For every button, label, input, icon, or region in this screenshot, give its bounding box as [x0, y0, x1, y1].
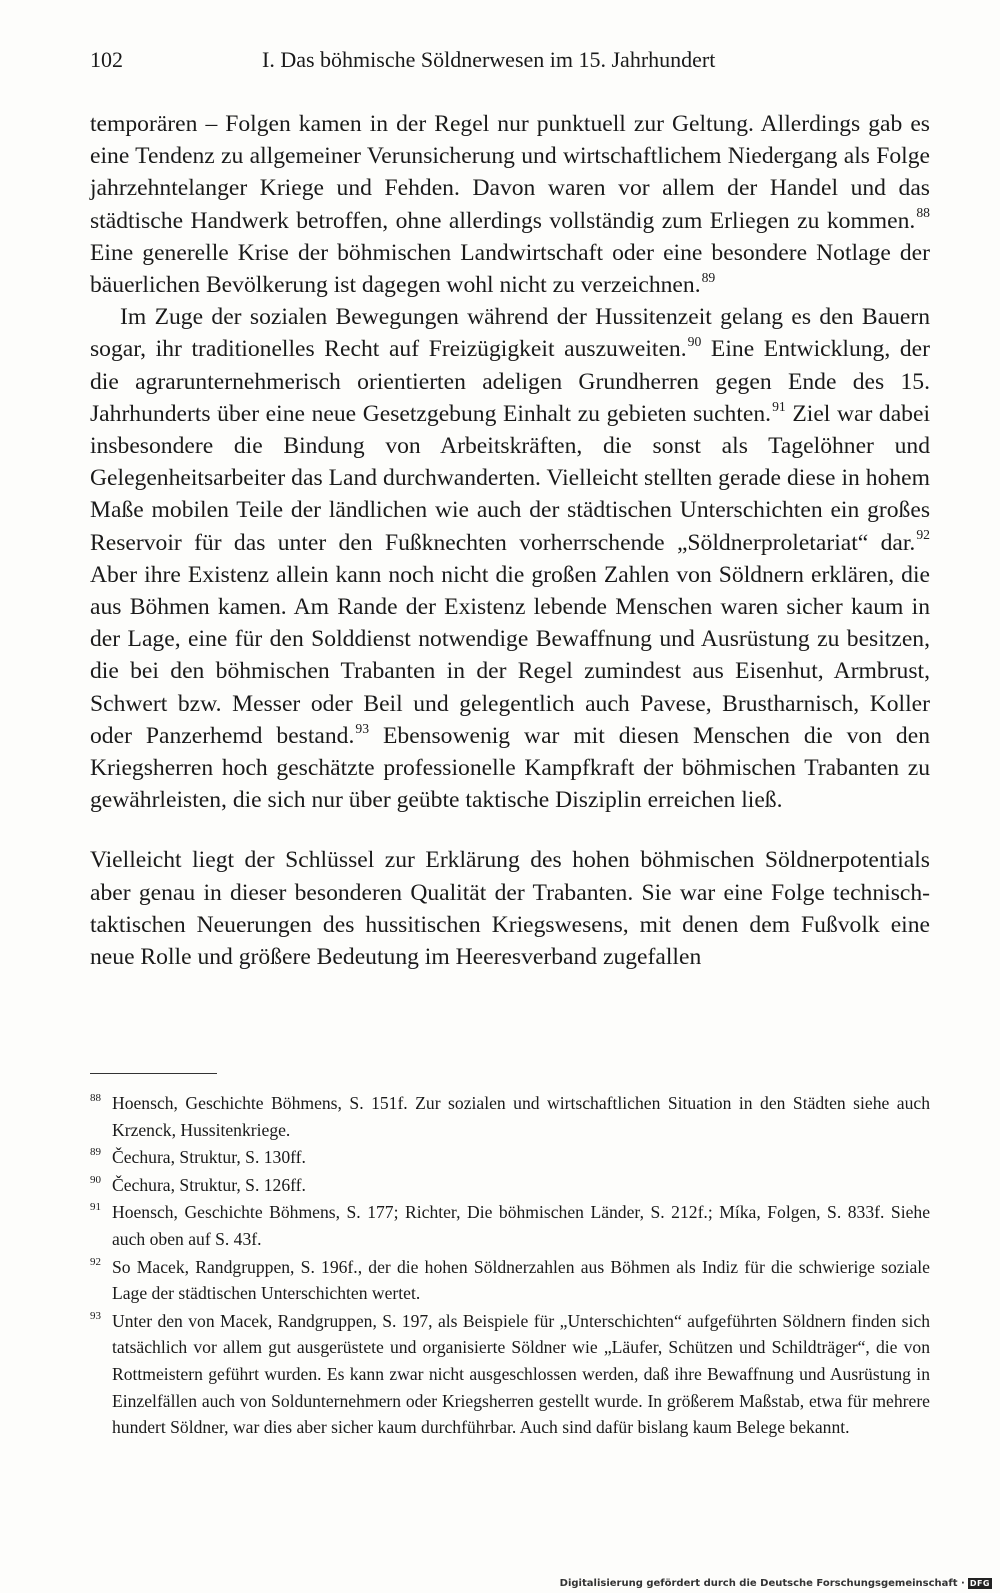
footnote-number: 92	[90, 1255, 101, 1268]
digitization-note: Digitalisierung gefördert durch die Deutsche Forschungsgemeinschaft ·	[559, 1578, 965, 1589]
footnote-text: Hoensch, Geschichte Böhmens, S. 177; Richter, Die böhmischen Länder, S. 212f.; Míka, Folgen, S. 833f. Siehe auch oben auf S. 43f.	[112, 1202, 930, 1249]
footnote-88	[90, 1090, 930, 1143]
footnote-text: Čechura, Struktur, S. 126ff.	[112, 1174, 306, 1195]
footnote-text: So Macek, Randgruppen, S. 196f., der die hohen Söldnerzahlen aus Böhmen als Indiz für die schwierige soziale Lage der städtischen Unterschichten wertet.	[112, 1256, 930, 1304]
page-number: 102	[90, 47, 123, 72]
dfg-logo: DFG	[969, 1579, 990, 1588]
footnote-number: 93	[90, 1309, 101, 1322]
paragraph-3: Vielleicht liegt der Schlüssel zur Erklärung des hohen böhmischen Söldnerpotentials aber genau in dieser besonderen Qualität der Trabanten. Sie war eine Folge technisch-taktischen Neuerungen des hussitischen Kriegswesens, mit denen dem Fußvolk eine neue Rolle und größere Bedeutung im Heeresverband zugefallen	[90, 847, 930, 971]
text-run: Eine generelle Krise der böhmischen Landwirtschaft oder eine besondere Notlage der bäuerlichen Bevölkerung ist dagegen wohl nicht zu verzeichnen.	[90, 239, 930, 299]
footnote-ref-93[interactable]: 93	[355, 720, 370, 736]
footnote-ref-92[interactable]: 92	[916, 527, 930, 543]
digitization-credit	[560, 1578, 992, 1589]
running-head: I. Das böhmische Söldnerwesen im 15. Jahrhundert	[262, 47, 716, 72]
footnote-ref-90[interactable]: 90	[687, 334, 702, 350]
footnote-text: Čechura, Struktur, S. 130ff.	[112, 1147, 306, 1168]
text-run: Eine Entwicklung, der die agrarunternehmerisch orientierten adeligen Grundherren gegen Ende des 15. Jahrhunderts über eine neue Gesetzgebung Einhalt zu gebieten suchten.	[90, 336, 931, 427]
text-run: Im Zuge der sozialen Bewegungen während der Hussitenzeit gelang es den Bauern sogar, ihr traditionelles Recht auf Freizügigkeit auszuweiten.	[90, 304, 930, 363]
paragraph-1	[90, 108, 930, 301]
text-run: temporären – Folgen kamen in der Regel nur punktuell zur Geltung. Allerdings gab es eine Tendenz zu allgemeiner Verunsicherung und wirtschaftlichem Niedergang als Folge jahrzehntelanger Kriege und Fehden. Davon waren vor allem der Handel und das städtische Handwerk betroffen, ohne allerdings vollständig zum Erliegen zu kommen.	[90, 111, 930, 234]
footnote-number: 88	[90, 1092, 101, 1104]
footnote-91	[90, 1199, 930, 1252]
main-text	[90, 108, 930, 973]
footnote-ref-89[interactable]: 89	[701, 269, 716, 285]
page-header	[90, 44, 930, 76]
footnote-number: 91	[90, 1201, 101, 1214]
footnote-ref-88[interactable]: 88	[916, 205, 930, 221]
footnote-text: Unter den von Macek, Randgruppen, S. 197, als Beispiele für „Unterschichten“ aufgeführten Söldnern finden sich tatsächlich vor allem gut ausgerüstete und organisierte Söldner wie „Läufer, Schützen und Schildträger“, die von Rottmeistern geführt wurden. Es kann zwar nicht ausgeschlossen werden, daß ihre Bewaffnung und Ausrüstung in Einzelfällen auch von Soldunternehmern oder Kriegsherren gestellt wurde. In größerem Maßstab, etwa für mehrere hundert Söldner, war dies aber sicher kaum durchführbar. Auch sind dafür bislang kaum Belege bekannt.	[112, 1310, 930, 1438]
footnote-89	[90, 1144, 930, 1171]
footnote-number: 89	[90, 1146, 101, 1159]
footnote-92	[90, 1254, 930, 1307]
footnote-text: Hoensch, Geschichte Böhmens, S. 151f. Zur sozialen und wirtschaftlichen Situation in den Städten siehe auch Krzenck, Hussitenkriege.	[112, 1093, 930, 1140]
footnotes	[90, 1090, 930, 1442]
text-run: Ebensowenig war mit diesen Menschen die von den Kriegsherren hoch geschätzte professionelle Kampfkraft der böhmischen Trabanten zu gewährleisten, die sich nur über geübte taktische Disziplin erreichen ließ.	[90, 722, 930, 814]
footnote-ref-91[interactable]: 91	[772, 398, 786, 414]
text-run: Aber ihre Existenz allein kann noch nicht die großen Zahlen von Söldnern erklären, die aus Böhmen kamen. Am Rande der Existenz lebende Menschen waren sicher kaum in der Lage, eine für den Solddienst notwendige Bewaffnung und Ausrüstung zu besitzen, die bei den böhmischen Trabanten in der Regel zumindest aus Eisenhut, Armbrust, Schwert bzw. Messer oder Beil und gelegentlich auch Pavese, Brustharnisch, Koller oder Panzerhemd bestand.	[90, 561, 930, 749]
footnote-number: 90	[90, 1173, 101, 1186]
footnote-divider	[90, 1073, 217, 1074]
footnote-93	[90, 1308, 930, 1441]
footnote-90	[90, 1172, 930, 1199]
paragraph-2	[90, 301, 930, 816]
text-run: Ziel war dabei insbesondere die Bindung von Arbeitskräften, die sonst als Tagelöhner und Gelegenheitsarbeiter das Land durchwanderten. Vielleicht stellten gerade diese in hohem Maße mobilen Teile der ländlichen wie auch der städtischen Unterschichten ein großes Reservoir für das unter den Fußknechten vorherrschende „Söldnerproletariat“ dar.	[90, 400, 931, 556]
